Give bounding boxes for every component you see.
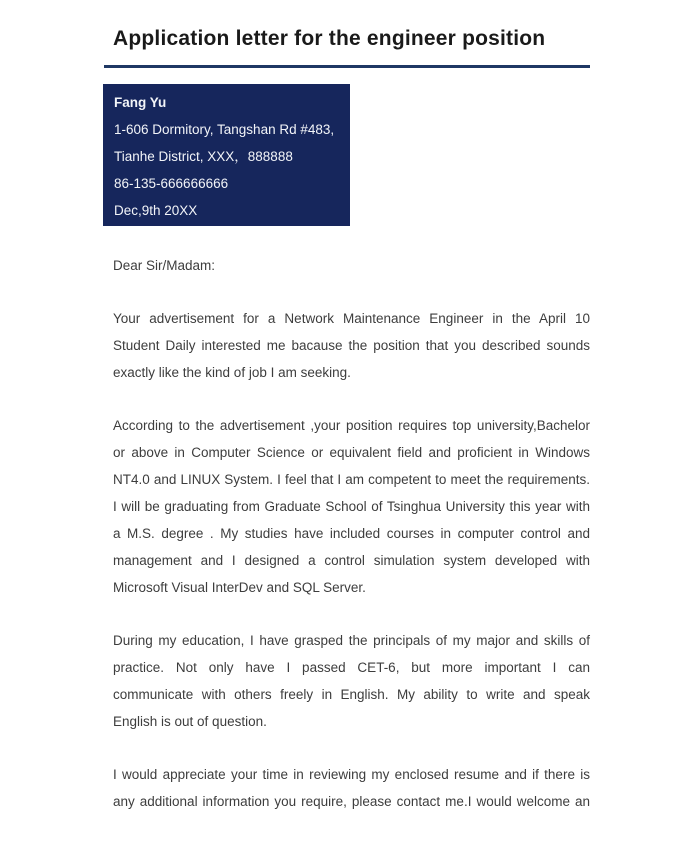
sender-address-line1: 1-606 Dormitory, Tangshan Rd #483, xyxy=(114,122,335,137)
paragraph-education xyxy=(113,627,590,735)
text-line: I would appreciate your time in reviewing my enclosed resume and if there is xyxy=(113,767,590,782)
sender-phone: 86-135-666666666 xyxy=(114,176,229,191)
text-line: communicate with others freely in English. My ability to write and speak xyxy=(113,687,590,702)
text-line: a M.S. degree . My studies have included courses in computer control and xyxy=(113,526,590,541)
text-line: Student Daily interested me bacause the position that you described sounds xyxy=(113,338,590,353)
sender-info-box xyxy=(103,84,350,226)
text-line: Microsoft Visual InterDev and SQL Server. xyxy=(113,580,366,595)
paragraph-closing-cutoff xyxy=(113,761,590,815)
page-title: Application letter for the engineer position xyxy=(113,27,546,50)
paragraph-qualifications xyxy=(113,412,590,601)
title-underline-rule xyxy=(104,65,590,68)
text-line: management and I designed a control simulation system developed with xyxy=(113,553,590,568)
text-line: NT4.0 and LINUX System. I feel that I am competent to meet the requirements. xyxy=(113,472,590,487)
sender-address-line2: Tianhe District, XXX，888888 xyxy=(114,149,293,164)
text-line: any additional information you require, please contact me.I would welcome an xyxy=(113,794,590,809)
text-line: practice. Not only have I passed CET-6, but more important I can xyxy=(113,660,590,675)
text-line: exactly like the kind of job I am seeking. xyxy=(113,365,351,380)
text-line: English is out of question. xyxy=(113,714,267,729)
text-line: During my education, I have grasped the principals of my major and skills of xyxy=(113,633,590,648)
text-line: Your advertisement for a Network Maintenance Engineer in the April 10 xyxy=(113,311,590,326)
paragraph-intro xyxy=(113,305,590,386)
text-line: or above in Computer Science or equivalent field and proficient in Windows xyxy=(113,445,590,460)
sender-name: Fang Yu xyxy=(114,95,167,110)
text-line: I will be graduating from Graduate School of Tsinghua University this year with xyxy=(113,499,590,514)
text-line: According to the advertisement ,your position requires top university,Bachelor xyxy=(113,418,590,433)
salutation: Dear Sir/Madam: xyxy=(113,258,216,273)
sender-date: Dec,9th 20XX xyxy=(114,203,198,218)
